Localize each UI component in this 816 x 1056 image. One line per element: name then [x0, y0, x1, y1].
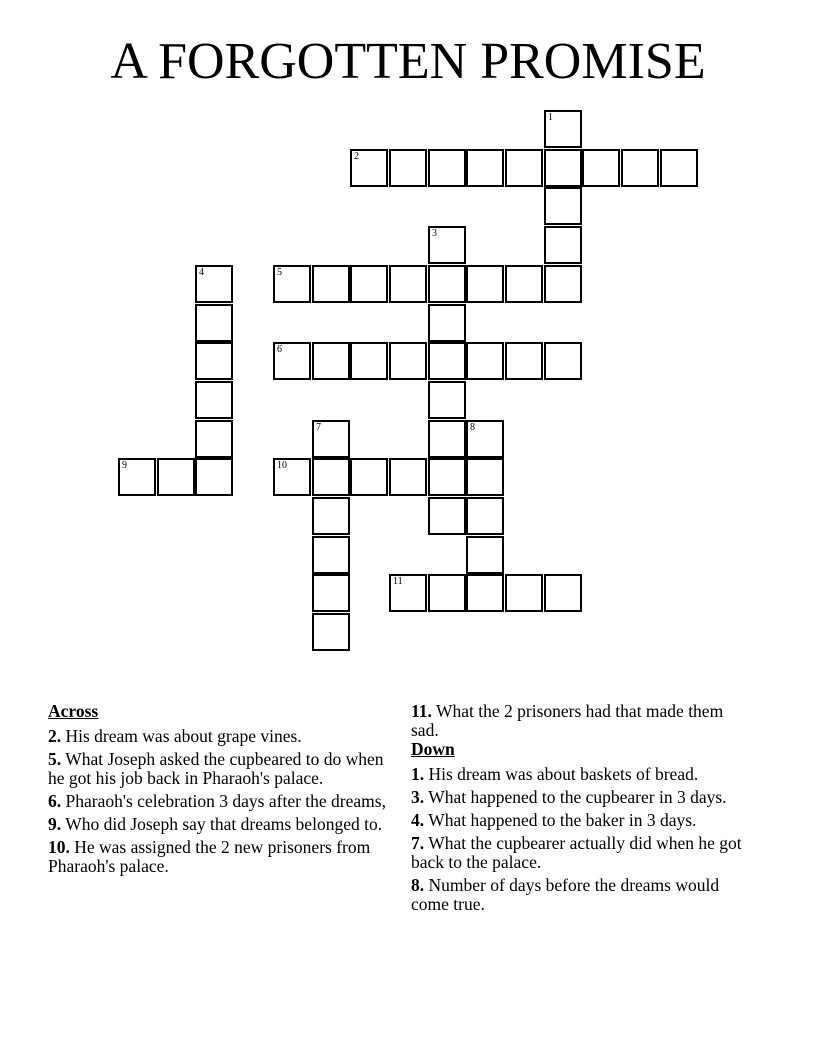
grid-cell[interactable] [389, 458, 427, 496]
clue-down-8 [411, 876, 751, 914]
across-heading: Across [48, 701, 99, 721]
grid-cell[interactable] [621, 149, 659, 187]
grid-cell[interactable] [544, 342, 582, 380]
clue-number: 2. [48, 726, 62, 746]
grid-cell[interactable] [428, 420, 466, 458]
grid-cell[interactable] [389, 149, 427, 187]
clue-across-9 [48, 815, 388, 834]
grid-cell[interactable] [466, 149, 504, 187]
clue-down-4 [411, 811, 751, 830]
clue-text: What the 2 prisoners had that made them sad. [411, 701, 724, 740]
clue-text: What happened to the cupbearer in 3 days. [428, 787, 727, 807]
clue-number: 11. [411, 701, 432, 721]
clue-down-1 [411, 765, 751, 784]
grid-cell[interactable] [350, 265, 388, 303]
grid-cell[interactable] [428, 381, 466, 419]
clue-number: 6. [48, 791, 62, 811]
cell-number: 8 [470, 422, 475, 433]
grid-cell[interactable] [505, 265, 543, 303]
grid-cell[interactable] [428, 574, 466, 612]
clue-across-10 [48, 838, 388, 876]
grid-cell[interactable] [428, 497, 466, 535]
grid-cell[interactable] [389, 342, 427, 380]
grid-cell-10[interactable] [273, 458, 311, 496]
grid-cell[interactable] [505, 342, 543, 380]
down-heading: Down [411, 739, 455, 759]
clue-number: 5. [48, 749, 62, 769]
clue-text: What Joseph asked the cupbeared to do when he got his job back in Pharaoh's palace. [48, 749, 384, 788]
cell-number: 11 [393, 576, 403, 587]
clue-text: What the cupbearer actually did when he got back to the palace. [411, 833, 742, 872]
grid-cell-3[interactable] [428, 226, 466, 264]
grid-cell[interactable] [466, 342, 504, 380]
clue-number: 3. [411, 787, 425, 807]
clue-text: What happened to the baker in 3 days. [428, 810, 697, 830]
grid-cell-8[interactable] [466, 420, 504, 458]
cell-number: 6 [277, 344, 282, 355]
grid-cell[interactable] [544, 574, 582, 612]
clue-across-6 [48, 792, 388, 811]
grid-cell-2[interactable] [350, 149, 388, 187]
clue-number: 9. [48, 814, 62, 834]
clue-across-5 [48, 750, 388, 788]
grid-cell[interactable] [195, 304, 233, 342]
grid-cell[interactable] [312, 574, 350, 612]
clue-number: 1. [411, 764, 425, 784]
clue-down-3 [411, 788, 751, 807]
grid-cell[interactable] [428, 265, 466, 303]
clues-column-right [411, 702, 751, 918]
grid-cell[interactable] [312, 536, 350, 574]
grid-cell-5[interactable] [273, 265, 311, 303]
grid-cell[interactable] [505, 574, 543, 612]
grid-cell-9[interactable] [118, 458, 156, 496]
grid-cell[interactable] [157, 458, 195, 496]
grid-cell[interactable] [350, 342, 388, 380]
grid-cell[interactable] [466, 265, 504, 303]
grid-cell[interactable] [389, 265, 427, 303]
grid-cell[interactable] [544, 149, 582, 187]
grid-cell[interactable] [582, 149, 620, 187]
grid-cell[interactable] [195, 458, 233, 496]
cell-number: 3 [432, 228, 437, 239]
grid-cell[interactable] [312, 342, 350, 380]
cell-number: 2 [354, 151, 359, 162]
grid-cell-6[interactable] [273, 342, 311, 380]
clue-number: 8. [411, 875, 425, 895]
cell-number: 7 [316, 422, 321, 433]
grid-cell[interactable] [350, 458, 388, 496]
grid-cell[interactable] [195, 381, 233, 419]
grid-cell-7[interactable] [312, 420, 350, 458]
clue-number: 4. [411, 810, 425, 830]
clue-number: 10. [48, 837, 70, 857]
clues-column-left [48, 702, 388, 880]
clue-text: Number of days before the dreams would come true. [411, 875, 720, 914]
cell-number: 5 [277, 267, 282, 278]
clue-text: He was assigned the 2 new prisoners from Pharaoh's palace. [48, 837, 371, 876]
clue-text: Pharaoh's celebration 3 days after the dreams, [65, 791, 386, 811]
grid-cell[interactable] [312, 613, 350, 651]
grid-cell-4[interactable] [195, 265, 233, 303]
grid-cell[interactable] [466, 497, 504, 535]
grid-cell[interactable] [428, 149, 466, 187]
cell-number: 4 [199, 267, 204, 278]
grid-cell[interactable] [195, 342, 233, 380]
grid-cell[interactable] [312, 458, 350, 496]
grid-cell[interactable] [544, 226, 582, 264]
grid-cell[interactable] [544, 187, 582, 225]
grid-cell[interactable] [466, 458, 504, 496]
grid-cell[interactable] [466, 574, 504, 612]
grid-cell[interactable] [312, 497, 350, 535]
grid-cell[interactable] [428, 304, 466, 342]
clue-text: Who did Joseph say that dreams belonged to. [65, 814, 383, 834]
grid-cell[interactable] [505, 149, 543, 187]
cell-number: 10 [277, 460, 287, 471]
clue-text: His dream was about grape vines. [65, 726, 302, 746]
cell-number: 1 [548, 112, 553, 123]
grid-cell[interactable] [195, 420, 233, 458]
clue-across-2 [48, 727, 388, 746]
page-title: A FORGOTTEN PROMISE [110, 33, 706, 90]
grid-cell[interactable] [466, 536, 504, 574]
cell-number: 9 [122, 460, 127, 471]
grid-cell-1[interactable] [544, 110, 582, 148]
clue-text: His dream was about baskets of bread. [428, 764, 699, 784]
grid-cell[interactable] [428, 458, 466, 496]
grid-cell[interactable] [544, 265, 582, 303]
grid-cell-11[interactable] [389, 574, 427, 612]
clue-across-11 [411, 702, 751, 740]
grid-cell[interactable] [428, 342, 466, 380]
clue-down-7 [411, 834, 751, 872]
grid-cell[interactable] [312, 265, 350, 303]
grid-cell[interactable] [660, 149, 698, 187]
clue-number: 7. [411, 833, 425, 853]
